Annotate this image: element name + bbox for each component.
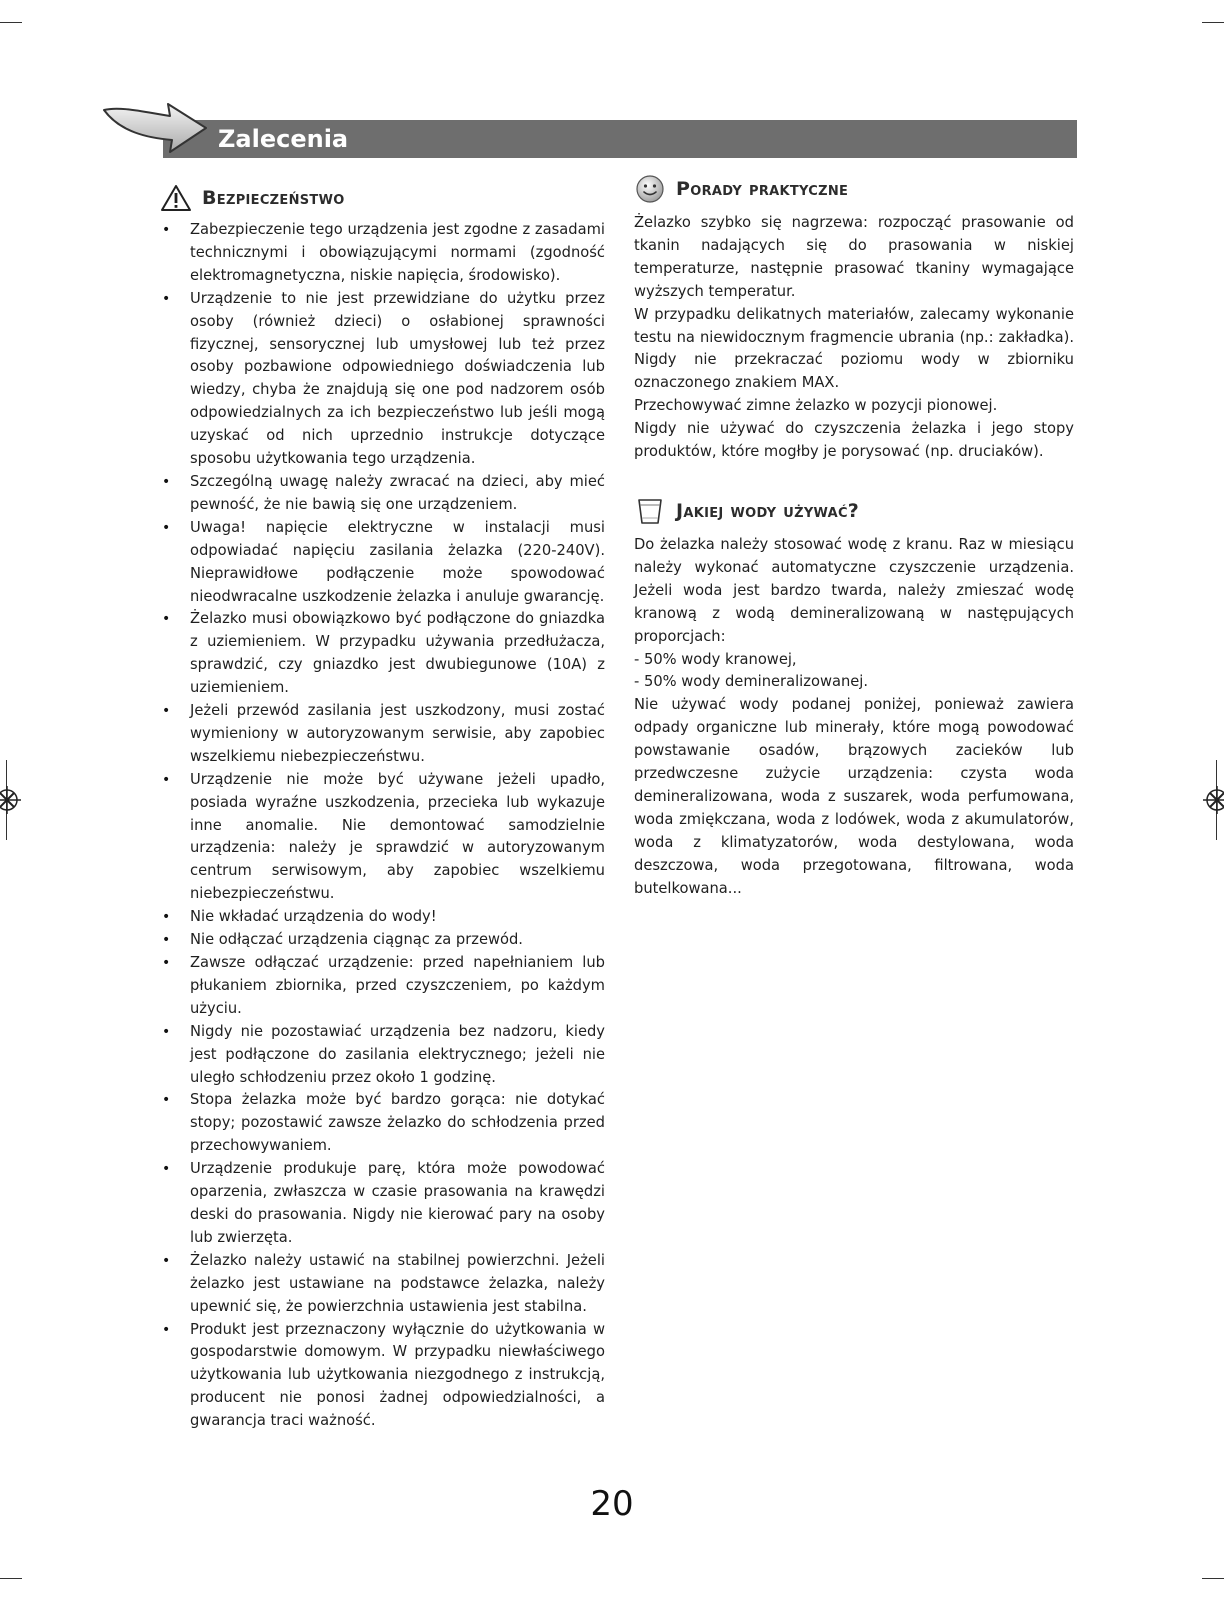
list-item: • Zabezpieczenie tego urządzenia jest zgodne z zasadami technicznymi i obowiązującymi normami (zgodność elektromagnetyczna, niskie napięcia, środowisko). [160,219,605,288]
paragraph: - 50% wody kranowej, [634,650,797,668]
list-item: • Urządzenie produkuje parę, która może powodować oparzenia, zwłaszcza w czasie prasowania na krawędzi deski do prasowania. Nigdy nie kierować pary na osoby lub zwierzęta. [160,1158,605,1250]
right-column [634,174,1074,900]
page-title: Zalecenia [218,125,349,153]
list-item: • Szczególną uwagę należy zwracać na dzieci, aby mieć pewność, że nie bawią się one urządzeniem. [160,471,605,517]
list-item: • Zawsze odłączać urządzenie: przed napełnianiem lub płukaniem zbiornika, przed czyszczeniem, po każdym użyciu. [160,952,605,1021]
paragraph: Nigdy nie używać do czyszczenia żelazka i jego stopy produktów, które mogłby je porysować (np. druciaków). [634,420,1074,461]
list-item: • Urządzenie to nie jest przewidziane do użytku przez osoby (również dzieci) o osłabionej sprawności fizycznej, sensorycznej lub umysłowej lub też przez osoby pozbawione odpowiedniego doświadczenia lub wiedzy, chyba że znajdują się one pod nadzorem osób odpowiedzialnych za ich bezpieczeństwo lub jeśli mogą uzyskać od nich uprzednio instrukcje dotyczące sposobu użytkowania tego urządzenia. [160,288,605,471]
water-body [634,534,1074,901]
crop-mark [0,1578,22,1579]
list-item: • Produkt jest przeznaczony wyłącznie do użytkowania w gospodarstwie domowym. W przypadku niewłaściwego użytkowania lub użytkowania niezgodnego z instrukcją, producent nie ponosi żadnej odpowiedzialności, a gwarancja traci ważność. [160,1319,605,1434]
water-cup-icon [634,496,666,526]
list-item: • Stopa żelazka może być bardzo gorąca: nie dotykać stopy; pozostawić zawsze żelazko do schłodzenia przed przechowywaniem. [160,1089,605,1158]
page-number: 20 [590,1484,634,1524]
list-item: • Nie odłączać urządzenia ciągnąc za przewód. [160,929,605,952]
list-item: • Uwaga! napięcie elektryczne w instalacji musi odpowiadać napięciu zasilania żelazka (220-240V). Nieprawidłowe podłączenie może spowodować nieodwracalne uszkodzenie żelazka i anuluje gwarancję. [160,517,605,609]
paragraph: Nie używać wody podanej poniżej, ponieważ zawiera odpady organiczne lub minerały, które mogą powodować powstawanie osadów, brązowych zacieków lub przedwczesne zużycie urządzenia: czysta woda demineralizowana, woda z suszarek, woda perfumowana, woda zmiękczana, woda z lodówek, woda z akumulatorów, woda z klimatyzatorów, woda destylowana, woda deszczowa, woda przegotowana, filtrowana, woda butelkowana... [634,696,1074,897]
paragraph: Żelazko szybko się nagrzewa: rozpocząć prasowanie od tkanin nadających się do prasowania w niskiej temperaturze, następnie prasować tkaniny wymagające wyższych temperatur. [634,214,1074,300]
registration-mark-icon [1203,786,1224,814]
crop-mark [1202,1578,1224,1579]
list-item: • Nigdy nie pozostawiać urządzenia bez nadzoru, kiedy jest podłączone do zasilania elektrycznego; jeżeli nie uległo schłodzeniu przez około 1 godzinę. [160,1021,605,1090]
tips-body [634,212,1074,464]
list-item: • Nie wkładać urządzenia do wody! [160,906,605,929]
tips-heading [634,174,1074,204]
safety-list [160,219,605,1433]
water-heading [634,496,1074,526]
safety-section [160,183,605,1433]
smiley-icon [634,174,666,204]
safety-heading-text: Bezpieczeństwo [202,187,345,209]
warning-triangle-icon [160,183,192,213]
list-item: • Żelazko należy ustawić na stabilnej powierzchni. Jeżeli żelazko jest ustawiane na podstawce żelazka, należy upewnić się, że powierzchnia ustawienia jest stabilna. [160,1250,605,1319]
paragraph: - 50% wody demineralizowanej. [634,673,869,691]
safety-heading [160,183,605,213]
tips-heading-text: Porady praktyczne [676,178,849,200]
paragraph: W przypadku delikatnych materiałów, zalecamy wykonanie testu na niewidocznym fragmencie ubrania (np.: zakładka). Nigdy nie przekraczać poziomu wody w zbiorniku oznaczonego znakiem MAX. [634,305,1074,392]
paragraph: Do żelazka należy stosować wodę z kranu. Raz w miesiącu należy wykonać automatyczne czyszczenie urządzenia. Jeżeli woda jest bardzo twarda, należy zmieszać wodę kranową z wodą demineralizowaną w następujących proporcjach: [634,535,1074,645]
crop-mark [0,22,22,23]
tips-section [634,174,1074,464]
curved-arrow-icon [100,100,210,162]
water-heading-text: Jakiej wody używać? [676,499,860,522]
list-item: • Urządzenie nie może być używane jeżeli upadło, posiada wyraźne uszkodzenia, przecieka lub wykazuje inne anomalie. Nie demontować samodzielnie urządzenia: należy je sprawdzić w autoryzowanym centrum serwisowym, aby zapobiec wszelkiemu niebezpieczeństwu. [160,769,605,906]
water-section [634,496,1074,901]
list-item: • Jeżeli przewód zasilania jest uszkodzony, musi zostać wymieniony w autoryzowanym serwisie, aby zapobiec wszelkiemu niebezpieczeństwu. [160,700,605,769]
registration-mark-icon [0,786,21,814]
paragraph: Przechowywać zimne żelazko w pozycji pionowej. [634,397,998,415]
list-item: • Żelazko musi obowiązkowo być podłączone do gniazdka z uziemieniem. W przypadku używania przedłużacza, sprawdzić, czy gniazdko jest dwubiegunowe (10A) z uziemieniem. [160,608,605,700]
crop-mark [1202,22,1224,23]
